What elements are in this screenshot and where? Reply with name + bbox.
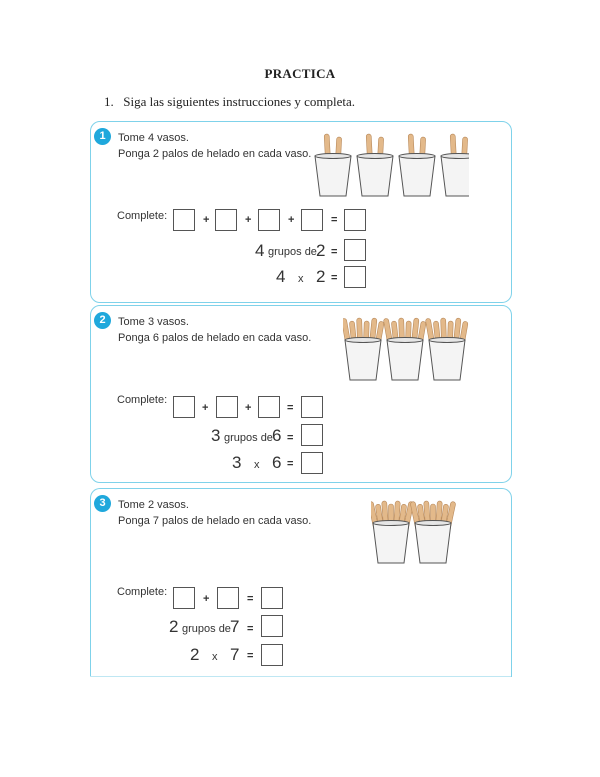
answer-box[interactable] bbox=[258, 209, 280, 231]
answer-box[interactable] bbox=[301, 424, 323, 446]
answer-box[interactable] bbox=[261, 615, 283, 637]
instruction-number: 1. bbox=[104, 94, 114, 109]
answer-box[interactable] bbox=[301, 452, 323, 474]
cup bbox=[415, 523, 451, 563]
answer-box[interactable] bbox=[173, 209, 195, 231]
cup-rim bbox=[387, 338, 423, 343]
cup-rim bbox=[345, 338, 381, 343]
cup-rim bbox=[399, 154, 435, 159]
equals-sign: = bbox=[331, 246, 338, 258]
plus-sign: + bbox=[203, 593, 210, 605]
factor-a: 3 bbox=[232, 453, 242, 472]
equals-sign: = bbox=[247, 650, 254, 662]
exercise-number-badge: 2 bbox=[94, 312, 111, 329]
answer-box[interactable] bbox=[258, 396, 280, 418]
cup bbox=[387, 340, 423, 380]
cup-with-sticks bbox=[315, 134, 351, 196]
groups-text: grupos de bbox=[268, 246, 317, 258]
factor-b: 7 bbox=[230, 645, 240, 664]
groups-count: 3 bbox=[211, 426, 221, 445]
cup-with-sticks bbox=[425, 318, 468, 380]
cup-rim bbox=[315, 154, 351, 159]
factor-a: 2 bbox=[190, 645, 200, 664]
cup-with-sticks bbox=[441, 134, 469, 196]
times-sign: x bbox=[298, 273, 304, 285]
instruction-text: Siga las siguientes instrucciones y completa. bbox=[123, 94, 356, 109]
times-sign: x bbox=[254, 459, 260, 471]
cup bbox=[357, 156, 393, 196]
exercise-line-2: Ponga 2 palos de helado en cada vaso. bbox=[118, 148, 312, 160]
groups-text: grupos de bbox=[224, 432, 273, 444]
times-sign: x bbox=[212, 651, 218, 663]
exercise-line-2: Ponga 7 palos de helado en cada vaso. bbox=[118, 515, 312, 527]
answer-box[interactable] bbox=[344, 239, 366, 261]
equals-sign: = bbox=[331, 214, 338, 226]
answer-box[interactable] bbox=[261, 644, 283, 666]
equals-sign: = bbox=[287, 432, 294, 444]
cup bbox=[345, 340, 381, 380]
cup bbox=[399, 156, 435, 196]
cup-rim bbox=[441, 154, 469, 159]
plus-sign: + bbox=[203, 214, 210, 226]
cup-with-sticks bbox=[383, 318, 426, 380]
groups-size: 2 bbox=[316, 241, 326, 260]
answer-box[interactable] bbox=[173, 396, 195, 418]
groups-text: grupos de bbox=[182, 623, 231, 635]
answer-box[interactable] bbox=[301, 209, 323, 231]
cup-rim bbox=[429, 338, 465, 343]
equals-sign: = bbox=[247, 593, 254, 605]
cup-with-sticks bbox=[399, 134, 435, 196]
complete-label: Complete: bbox=[117, 394, 168, 406]
plus-sign: + bbox=[245, 214, 252, 226]
factor-b: 6 bbox=[272, 453, 282, 472]
cups-illustration bbox=[343, 314, 493, 384]
factor-b: 2 bbox=[316, 267, 326, 286]
cup bbox=[373, 523, 409, 563]
bottom-divider bbox=[90, 676, 511, 677]
exercise-number-badge: 1 bbox=[94, 128, 111, 145]
cups-illustration bbox=[313, 130, 469, 200]
equals-sign: = bbox=[331, 272, 338, 284]
instruction bbox=[104, 94, 355, 110]
cup-rim bbox=[373, 521, 409, 526]
page-title: PRACTICA bbox=[264, 66, 336, 81]
answer-box[interactable] bbox=[344, 266, 366, 288]
cup-with-sticks bbox=[410, 501, 456, 563]
exercise-line-2: Ponga 6 palos de helado en cada vaso. bbox=[118, 332, 312, 344]
plus-sign: + bbox=[245, 402, 252, 414]
equals-sign: = bbox=[287, 458, 294, 470]
cup-with-sticks bbox=[357, 134, 393, 196]
exercise-card-2 bbox=[90, 305, 512, 483]
groups-size: 7 bbox=[230, 617, 240, 636]
equals-sign: = bbox=[247, 623, 254, 635]
plus-sign: + bbox=[288, 214, 295, 226]
complete-label: Complete: bbox=[117, 586, 168, 598]
exercise-card-3 bbox=[90, 488, 512, 677]
exercise-number-badge: 3 bbox=[94, 495, 111, 512]
answer-box[interactable] bbox=[173, 587, 195, 609]
cup bbox=[315, 156, 351, 196]
complete-label: Complete: bbox=[117, 210, 168, 222]
cups-illustration bbox=[371, 497, 471, 567]
factor-a: 4 bbox=[276, 267, 286, 286]
exercise-line-1: Tome 2 vasos. bbox=[118, 499, 189, 511]
cup bbox=[441, 156, 469, 196]
cup-rim bbox=[357, 154, 393, 159]
groups-size: 6 bbox=[272, 426, 282, 445]
plus-sign: + bbox=[202, 402, 209, 414]
cup-with-sticks bbox=[343, 318, 384, 380]
cup-rim bbox=[415, 521, 451, 526]
cup-with-sticks bbox=[371, 501, 414, 563]
exercise-line-1: Tome 3 vasos. bbox=[118, 316, 189, 328]
answer-box[interactable] bbox=[215, 209, 237, 231]
answer-box[interactable] bbox=[301, 396, 323, 418]
answer-box[interactable] bbox=[344, 209, 366, 231]
answer-box[interactable] bbox=[261, 587, 283, 609]
answer-box[interactable] bbox=[216, 396, 238, 418]
exercise-line-1: Tome 4 vasos. bbox=[118, 132, 189, 144]
exercise-card-1 bbox=[90, 121, 512, 303]
groups-count: 4 bbox=[255, 241, 265, 260]
cup bbox=[429, 340, 465, 380]
answer-box[interactable] bbox=[217, 587, 239, 609]
groups-count: 2 bbox=[169, 617, 179, 636]
equals-sign: = bbox=[287, 402, 294, 414]
